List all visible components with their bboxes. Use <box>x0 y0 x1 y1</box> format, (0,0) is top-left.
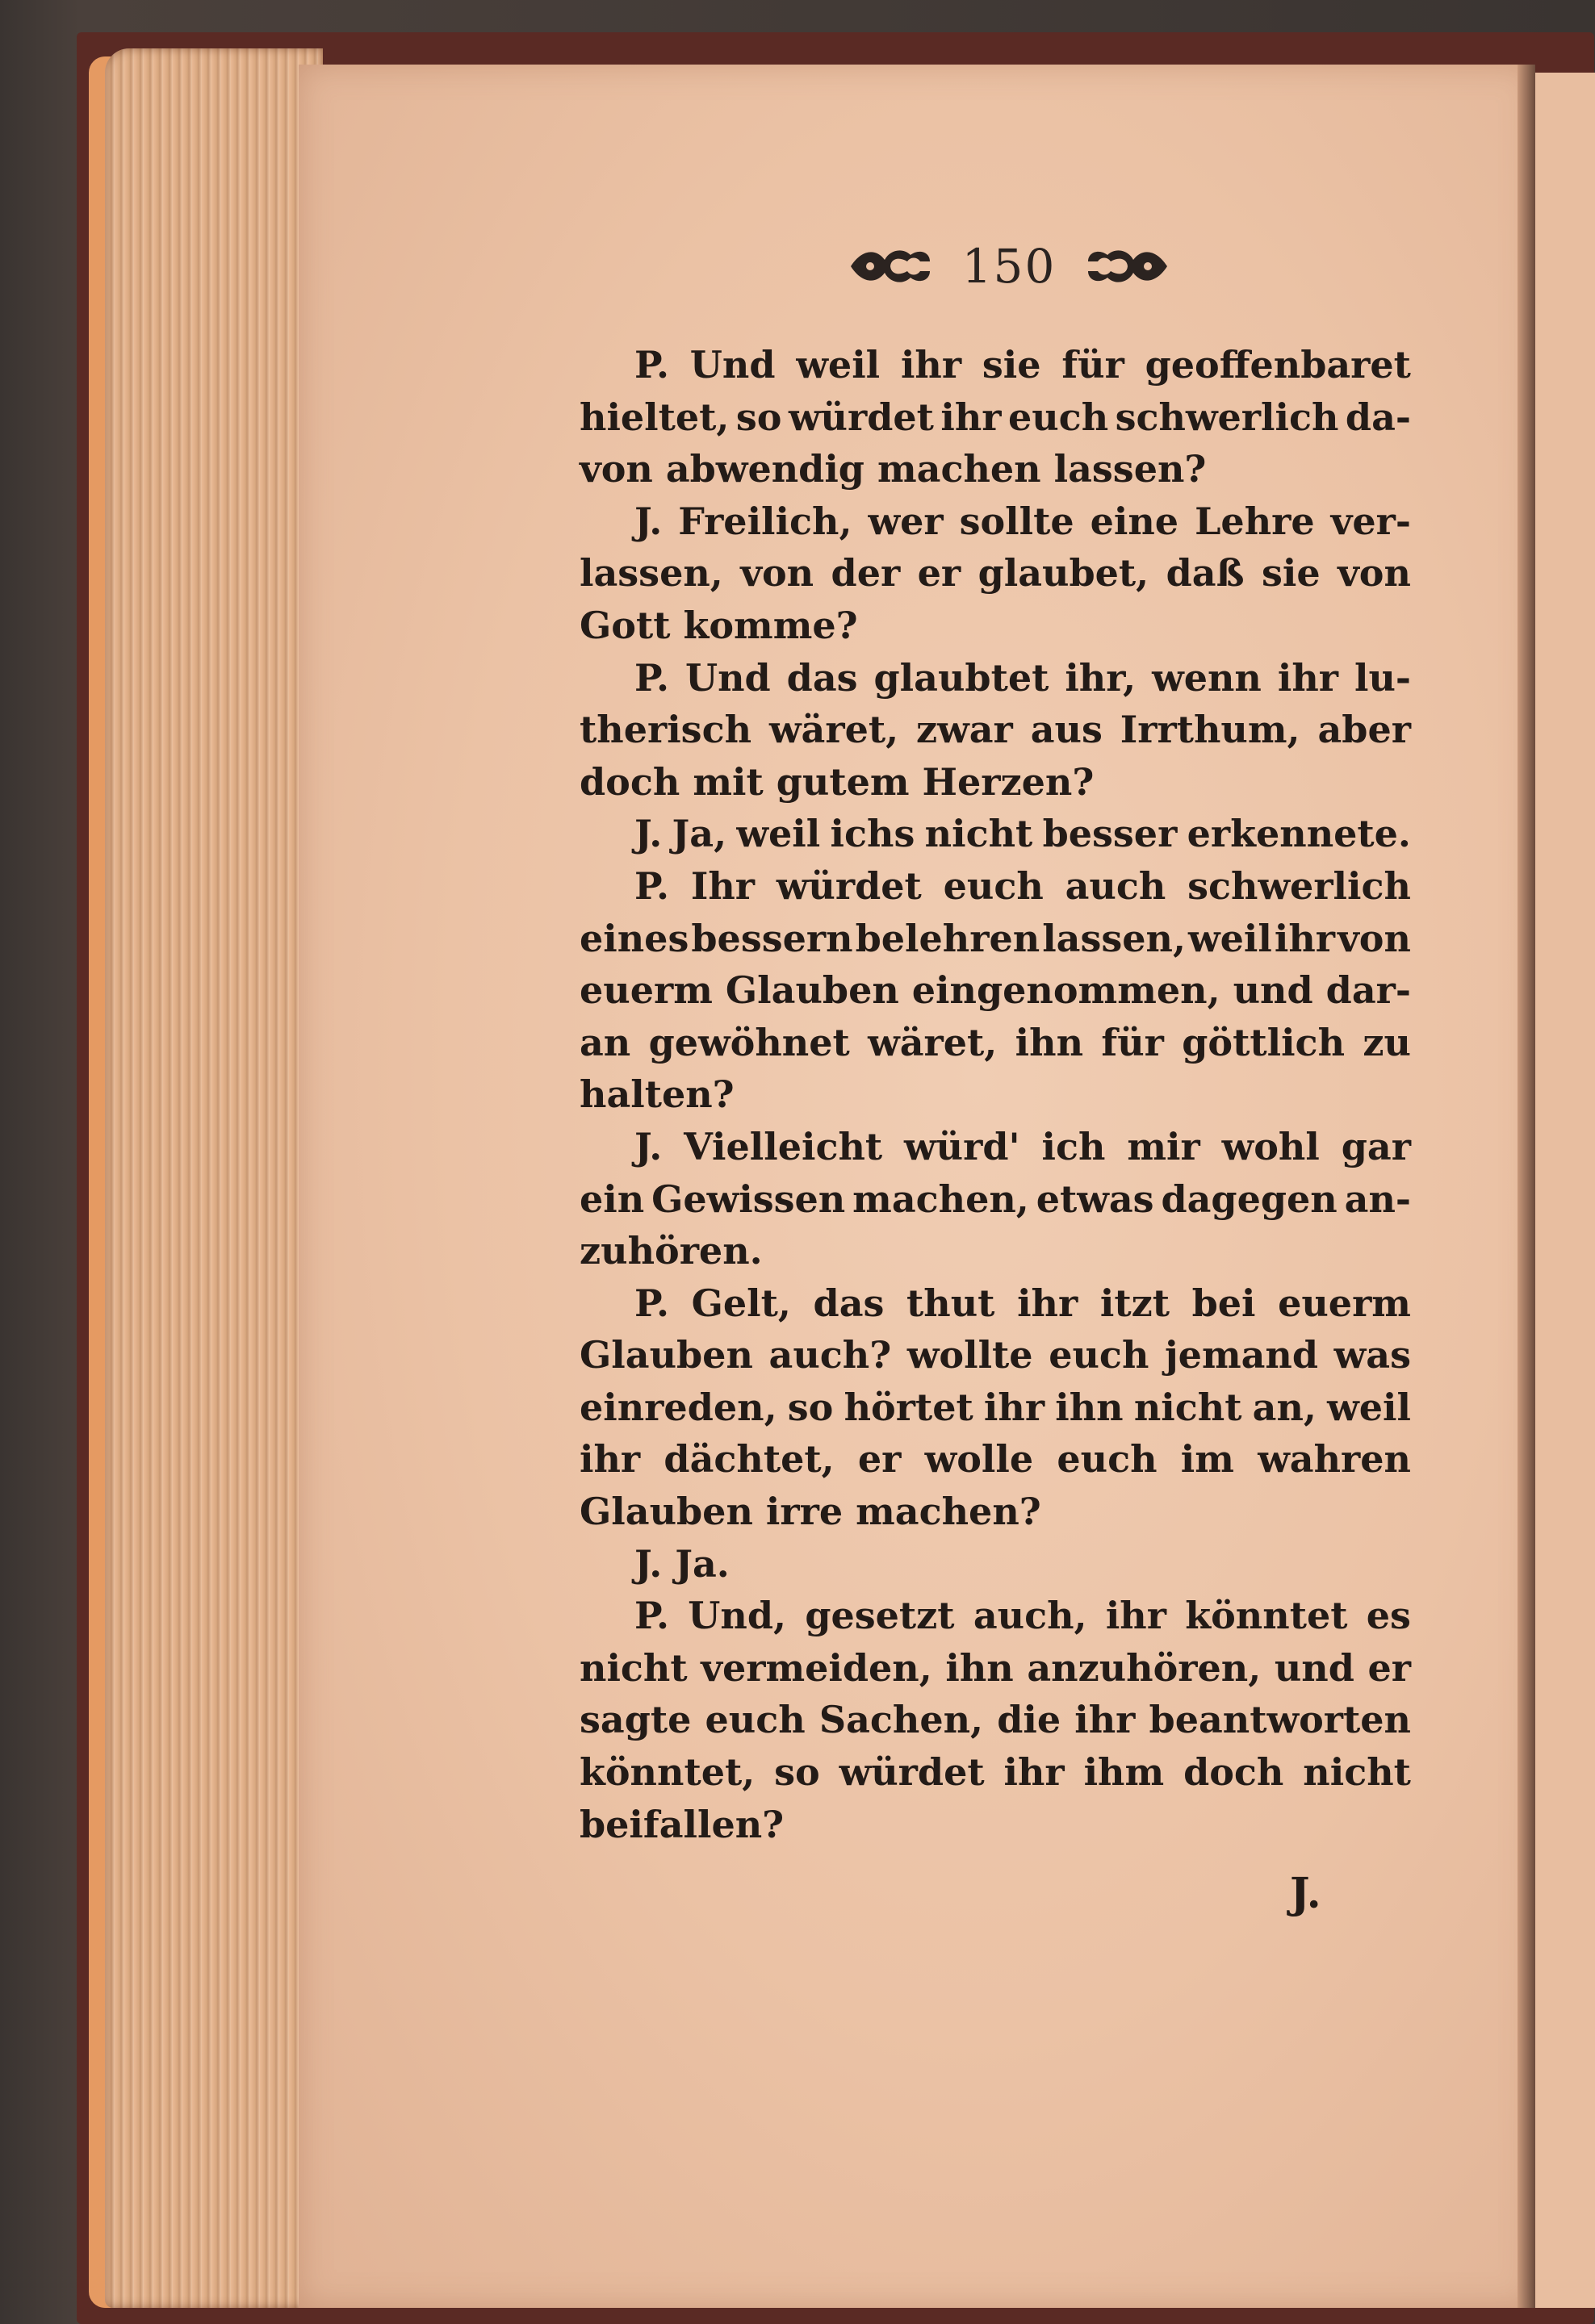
text-line <box>580 652 1411 704</box>
text-line <box>580 1486 1411 1538</box>
line-word: da- <box>1345 395 1411 439</box>
line-word: Glauben <box>725 968 899 1013</box>
line-word: euch <box>943 863 1044 908</box>
text-line <box>580 808 1411 860</box>
line-word: ihr <box>580 1437 641 1482</box>
line-text: Gott komme? <box>580 603 858 647</box>
line-text: zuhören. <box>580 1229 763 1273</box>
line-word: sie <box>982 343 1041 387</box>
line-word: für <box>1061 343 1124 387</box>
fleuron-right-icon <box>1083 244 1172 289</box>
line-word: er <box>917 551 961 596</box>
line-text: doch mit gutem Herzen? <box>580 759 1095 804</box>
line-word: ihr <box>983 1385 1045 1429</box>
line-word: ihr, <box>1065 655 1137 700</box>
text-line <box>580 443 1411 495</box>
catchword: J. <box>1290 1869 1321 1918</box>
line-word: schwerlich <box>1115 395 1339 439</box>
line-word: würdet <box>788 395 934 439</box>
line-word: nicht <box>580 1645 688 1690</box>
line-word: ihr <box>900 343 962 387</box>
line-word: J. <box>634 1124 663 1168</box>
line-word: wolle <box>924 1437 1034 1482</box>
text-line <box>580 913 1411 965</box>
line-word: von <box>1338 551 1411 596</box>
facing-page-edge <box>1535 73 1595 2308</box>
line-word: Und <box>689 343 776 387</box>
line-word: anzuhören, <box>1027 1645 1262 1690</box>
line-word: ihr <box>1017 1281 1078 1325</box>
line-word: so <box>774 1750 820 1795</box>
line-word: ihn <box>945 1645 1014 1690</box>
line-word: die <box>997 1698 1061 1742</box>
text-line <box>580 1068 1411 1121</box>
page-header <box>807 230 1211 303</box>
line-word: auch, <box>973 1594 1087 1638</box>
line-word: euch <box>1057 1437 1158 1482</box>
text-line <box>580 1694 1411 1746</box>
line-word: daß <box>1166 551 1245 596</box>
line-word: itzt <box>1099 1281 1170 1325</box>
line-word: Sachen, <box>818 1698 984 1742</box>
line-word: wäret, <box>868 1020 998 1064</box>
line-word: ihr <box>1105 1594 1166 1638</box>
line-word: euch <box>705 1698 806 1742</box>
line-text: von abwendig machen lassen? <box>580 447 1207 491</box>
line-word: geoffenbaret <box>1145 343 1411 387</box>
line-word: gewöhnet <box>648 1020 850 1064</box>
line-word: Ja, <box>672 812 727 856</box>
line-word: er <box>1367 1645 1411 1690</box>
text-line <box>580 1799 1411 1851</box>
line-word: wollte <box>906 1333 1033 1377</box>
line-word: bei <box>1191 1281 1256 1325</box>
line-word: an- <box>1344 1177 1411 1221</box>
line-word: Ihr <box>690 863 756 908</box>
text-line <box>580 1433 1411 1486</box>
text-line <box>580 391 1411 444</box>
line-word: ichs <box>830 812 915 856</box>
line-word: belehren <box>855 916 1040 960</box>
line-text: Glauben irre machen? <box>580 1490 1041 1534</box>
line-word: das <box>786 655 858 700</box>
line-word: doch <box>1183 1750 1284 1795</box>
text-line <box>580 1121 1411 1173</box>
line-word: weil <box>1188 916 1272 960</box>
line-word: lassen, <box>580 551 723 596</box>
line-word: Irrthum, <box>1120 708 1300 752</box>
line-word: Lehre <box>1195 499 1315 543</box>
text-line <box>580 1173 1411 1226</box>
text-line <box>580 1277 1411 1330</box>
line-word: würd' <box>904 1124 1020 1168</box>
line-word: nicht <box>1133 1385 1242 1429</box>
line-word: besser <box>1042 812 1178 856</box>
line-word: das <box>813 1281 885 1325</box>
book-gutter <box>1518 65 1535 2308</box>
line-word: aber <box>1317 708 1411 752</box>
line-word: göttlich <box>1182 1020 1346 1064</box>
line-word: gesetzt <box>805 1594 955 1638</box>
line-word: gar <box>1341 1124 1411 1168</box>
line-word: könntet <box>1185 1594 1348 1638</box>
line-word: bessern <box>691 916 853 960</box>
text-line <box>580 704 1411 756</box>
line-word: ein <box>580 1177 645 1221</box>
text-line <box>580 1381 1411 1434</box>
line-word: euch <box>1007 395 1109 439</box>
line-word: schwerlich <box>1187 863 1411 908</box>
line-word: Und, <box>688 1594 787 1638</box>
line-word: erkennete. <box>1187 812 1411 856</box>
line-word: ihr <box>1277 655 1338 700</box>
line-word: P. <box>634 1594 669 1638</box>
line-word: für <box>1101 1020 1164 1064</box>
line-word: und <box>1274 1645 1354 1690</box>
line-word: J. <box>634 812 663 856</box>
line-word: könntet, <box>580 1750 756 1795</box>
line-word: ihn <box>1055 1385 1124 1429</box>
line-word: von <box>740 551 814 596</box>
text-line <box>580 1225 1411 1277</box>
line-word: sagte <box>580 1698 692 1742</box>
line-word: nicht <box>924 812 1033 856</box>
line-text: halten? <box>580 1072 735 1117</box>
line-word: P. <box>634 343 669 387</box>
line-word: weil <box>1327 1385 1411 1429</box>
text-line <box>580 1746 1411 1799</box>
line-word: ihr <box>940 395 1002 439</box>
text-line <box>580 600 1411 652</box>
page-body-text <box>580 339 1411 1850</box>
line-word: zu <box>1363 1020 1411 1064</box>
line-word: weil <box>736 812 821 856</box>
line-word: Gelt, <box>691 1281 791 1325</box>
line-text: beifallen? <box>580 1802 785 1846</box>
line-text: J. Ja. <box>634 1541 730 1586</box>
line-word: Glauben <box>580 1333 753 1377</box>
line-word: lassen, <box>1042 916 1186 960</box>
line-word: Vielleicht <box>684 1124 883 1168</box>
line-word: an <box>580 1020 631 1064</box>
line-word: vermeiden, <box>701 1645 932 1690</box>
line-word: etwas <box>1036 1177 1154 1221</box>
line-word: Freilich, <box>678 499 852 543</box>
line-word: auch <box>1065 863 1166 908</box>
line-word: hörtet <box>844 1385 973 1429</box>
line-word: würdet <box>839 1750 985 1795</box>
line-word: P. <box>634 655 669 700</box>
line-word: euch <box>1049 1333 1149 1377</box>
line-word: wenn <box>1152 655 1262 700</box>
line-word: dagegen <box>1161 1177 1338 1221</box>
line-word: im <box>1180 1437 1234 1482</box>
text-line <box>580 964 1411 1017</box>
line-word: thut <box>906 1281 995 1325</box>
text-line <box>580 756 1411 809</box>
line-word: aus <box>1030 708 1103 752</box>
line-word: glaubtet <box>873 655 1049 700</box>
line-word: ihr <box>1074 1698 1136 1742</box>
line-word: wahren <box>1258 1437 1411 1482</box>
line-word: euerm <box>1278 1281 1411 1325</box>
line-word: ihn <box>1015 1020 1084 1064</box>
line-word: würdet <box>776 863 922 908</box>
fleuron-left-icon <box>846 244 935 289</box>
line-word: machen, <box>852 1177 1029 1221</box>
line-word: ihr <box>1003 1750 1065 1795</box>
line-word: von <box>1338 916 1411 960</box>
line-word: dar- <box>1325 968 1411 1013</box>
line-word: sollte <box>959 499 1074 543</box>
line-word: eine <box>1090 499 1179 543</box>
line-word: hieltet, <box>580 395 730 439</box>
text-line <box>580 547 1411 600</box>
line-word: eingenommen, <box>911 968 1220 1013</box>
line-word: zwar <box>916 708 1013 752</box>
line-word: Und <box>684 655 771 700</box>
text-line <box>580 1329 1411 1381</box>
line-word: P. <box>634 863 669 908</box>
line-word: ich <box>1041 1124 1106 1168</box>
line-word: er <box>857 1437 902 1482</box>
line-word: so <box>787 1385 834 1429</box>
line-word: jemand <box>1165 1333 1319 1377</box>
page-number: 150 <box>961 239 1057 294</box>
text-line <box>580 1642 1411 1695</box>
line-word: Gewissen <box>651 1177 846 1221</box>
line-word: der <box>831 551 901 596</box>
line-word: dächtet, <box>664 1437 835 1482</box>
line-word: nicht <box>1303 1750 1411 1795</box>
line-word: wohl <box>1221 1124 1320 1168</box>
line-word: wer <box>868 499 944 543</box>
text-line <box>580 339 1411 391</box>
line-word: glaubet, <box>978 551 1149 596</box>
line-word: euerm <box>580 968 713 1013</box>
line-word: beantworten <box>1149 1698 1411 1742</box>
page-stack-edge <box>105 48 323 2308</box>
line-word: auch? <box>768 1333 892 1377</box>
line-word: an, <box>1252 1385 1317 1429</box>
line-word: sie <box>1262 551 1321 596</box>
line-word: was <box>1333 1333 1411 1377</box>
text-line <box>580 860 1411 913</box>
text-line <box>580 495 1411 548</box>
line-word: einreden, <box>580 1385 777 1429</box>
line-word: so <box>735 395 782 439</box>
text-line <box>580 1017 1411 1069</box>
line-word: therisch <box>580 708 752 752</box>
line-word: J. <box>634 499 663 543</box>
line-word: es <box>1366 1594 1411 1638</box>
line-word: wäret, <box>768 708 899 752</box>
line-word: ver- <box>1330 499 1411 543</box>
text-line <box>580 1590 1411 1642</box>
line-word: ihm <box>1083 1750 1165 1795</box>
text-line <box>580 1538 1411 1590</box>
line-word: ihr <box>1274 916 1336 960</box>
line-word: weil <box>796 343 881 387</box>
line-word: eines <box>580 916 689 960</box>
line-word: P. <box>634 1281 669 1325</box>
line-word: mir <box>1127 1124 1200 1168</box>
line-word: und <box>1233 968 1313 1013</box>
line-word: lu- <box>1354 655 1411 700</box>
